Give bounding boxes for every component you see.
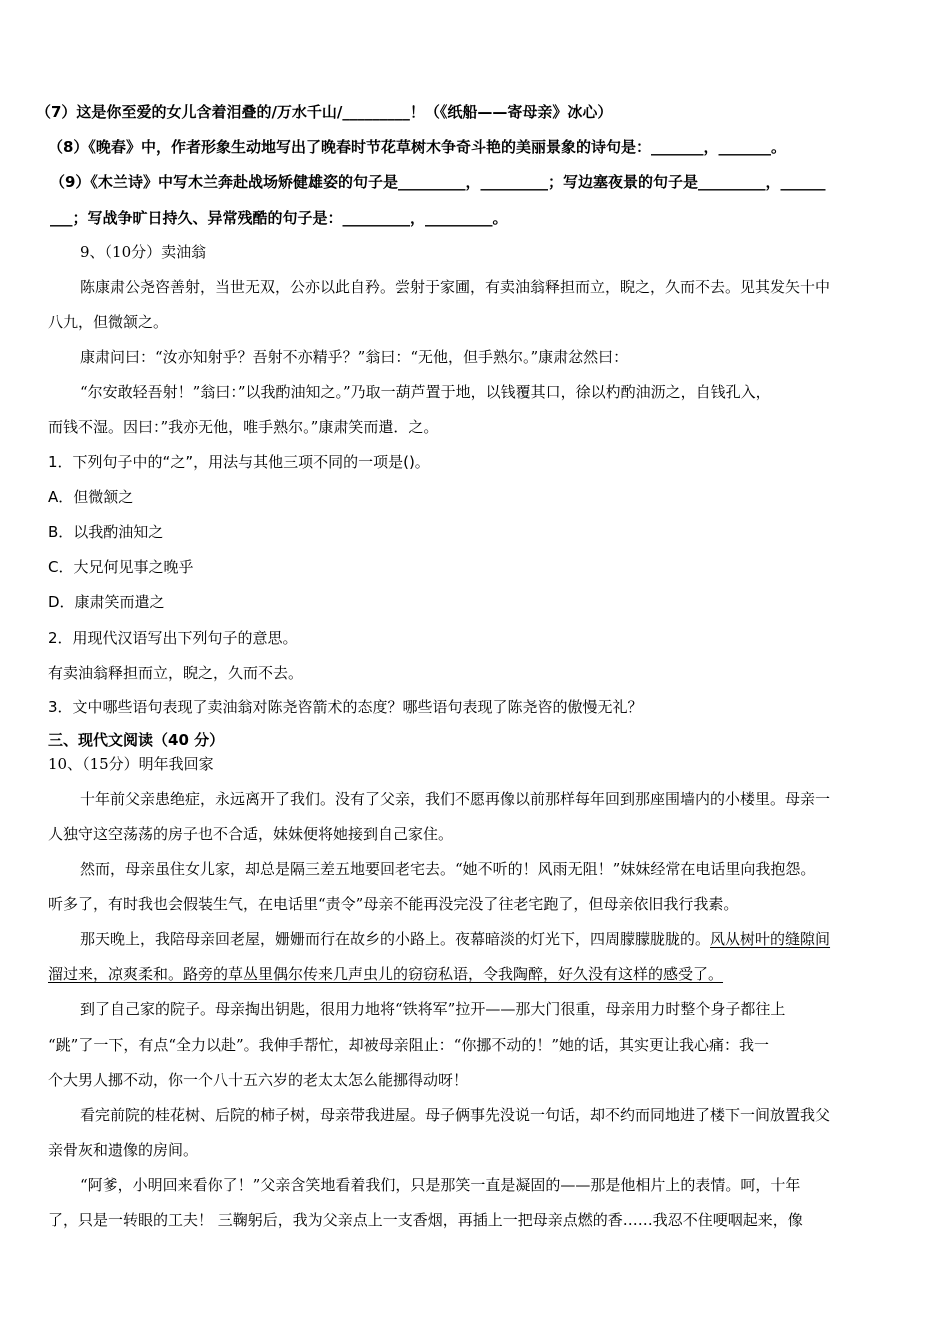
fill-in-item-9-cont: ___；写战争旷日持久、异常残酷的句子是：_________，_________。 xyxy=(50,209,508,227)
option-d: D．康肃笑而遣之 xyxy=(48,593,165,611)
passage-line: “尔安敢轻吾射！”翁曰：”以我酌油知之。”乃取一葫芦置于地，以钱覆其口，徐以杓酌油沥之，自钱孔入， xyxy=(80,383,771,401)
option-a: A．但微颔之 xyxy=(48,488,134,506)
passage-line: 十年前父亲患绝症，永远离开了我们。没有了父亲，我们不愿再像以前那样每年回到那座围墙内的小楼里。母亲一 xyxy=(80,790,831,808)
fill-in-item-9: （9）《木兰诗》中写木兰奔赴战场矫健雄姿的句子是_________，_________；写边塞夜景的句子是_________，______ xyxy=(50,173,826,191)
passage-line: 听多了，有时我也会假装生气，在电话里“责令”母亲不能再没完没了往老宅跑了，但母亲依旧我行我素。 xyxy=(48,895,739,913)
passage-line: 人独守这空荡荡的房子也不合适，妹妹便将她接到自己家住。 xyxy=(48,825,454,843)
passage-line: 个大男人挪不动，你一个八十五六岁的老太太怎么能挪得动呀！ xyxy=(48,1071,469,1089)
passage-line: “阿爹，小明回来看你了！”父亲含笑地看着我们，只是那笑一直是凝固的——那是他相片上的表情。呵，十年 xyxy=(80,1176,801,1194)
passage-line: 了，只是一转眼的工夫！ 三鞠躬后，我为父亲点上一支香烟，再插上一把母亲点燃的香……我忍不住哽咽起来，像 xyxy=(48,1211,803,1229)
question-10-heading: 10、（15分）明年我回家 xyxy=(48,755,214,773)
passage-line: 而钱不湿。因曰：”我亦无他，唯手熟尔。”康肃笑而遣．之。 xyxy=(48,418,439,436)
passage-line: 到了自己家的院子。母亲掏出钥匙，很用力地将“铁将军”拉开——那大门很重，母亲用力时整个身子都往上 xyxy=(80,1000,786,1018)
sub-question-3: 3．文中哪些语句表现了卖油翁对陈尧咨箭术的态度？哪些语句表现了陈尧咨的傲慢无礼？ xyxy=(48,698,643,716)
passage-text: 那天晚上，我陪母亲回老屋，姗姗而行在故乡的小路上。夜幕暗淡的灯光下，四周朦朦胧胧的。 xyxy=(80,930,711,948)
passage-line: 康肃问曰：“汝亦知射乎？吾射不亦精乎？”翁曰：“无他，但手熟尔。”康肃忿然曰： xyxy=(80,348,629,366)
passage-line: 然而，母亲虽住女儿家，却总是隔三差五地要回老宅去。“她不听的！风雨无阻！”妹妹经常在电话里向我抱怨。 xyxy=(80,860,816,878)
passage-line: “跳”了一下，有点“全力以赴”。我伸手帮忙，却被母亲阻止：“你挪不动的！”她的话，其实更让我心痛：我一 xyxy=(48,1036,770,1054)
question-9-heading: 9、（10分）卖油翁 xyxy=(80,243,207,261)
sub-question-1: 1．下列句子中的“之”，用法与其他三项不同的一项是()。 xyxy=(48,453,430,471)
section-heading: 三、现代文阅读（40 分） xyxy=(48,731,225,749)
passage-line xyxy=(80,929,830,949)
underlined-sentence: 风从树叶的缝隙间 xyxy=(710,930,831,948)
sub-question-2: 2．用现代汉语写出下列句子的意思。 xyxy=(48,629,298,647)
passage-line: 八九，但微颔之。 xyxy=(48,313,169,331)
passage-line: 看完前院的桂花树、后院的柿子树，母亲带我进屋。母子俩事先没说一句话，却不约而同地进了楼下一间放置我父 xyxy=(80,1106,831,1124)
passage-line: 陈康肃公尧咨善射，当世无双，公亦以此自矜。尝射于家圃，有卖油翁释担而立，睨之，久而不去。见其发矢十中 xyxy=(80,278,831,296)
fill-in-item-7: （7）这是你至爱的女儿含着泪叠的/万水千山/_________！（《纸船——寄母亲》冰心） xyxy=(36,103,613,121)
sentence-to-translate: 有卖油翁释担而立，睨之，久而不去。 xyxy=(48,664,304,682)
fill-in-item-8: （8）《晚春》中，作者形象生动地写出了晚春时节花草树木争奇斗艳的美丽景象的诗句是：_______，_______。 xyxy=(48,138,786,156)
option-b: B．以我酌油知之 xyxy=(48,523,164,541)
option-c: C．大兄何见事之晚乎 xyxy=(48,558,194,576)
passage-line: 亲骨灰和遗像的房间。 xyxy=(48,1141,199,1159)
underlined-sentence: 溜过来，凉爽柔和。路旁的草丛里偶尔传来几声虫儿的窃窃私语，令我陶醉，好久没有这样的感受了。 xyxy=(48,965,724,983)
